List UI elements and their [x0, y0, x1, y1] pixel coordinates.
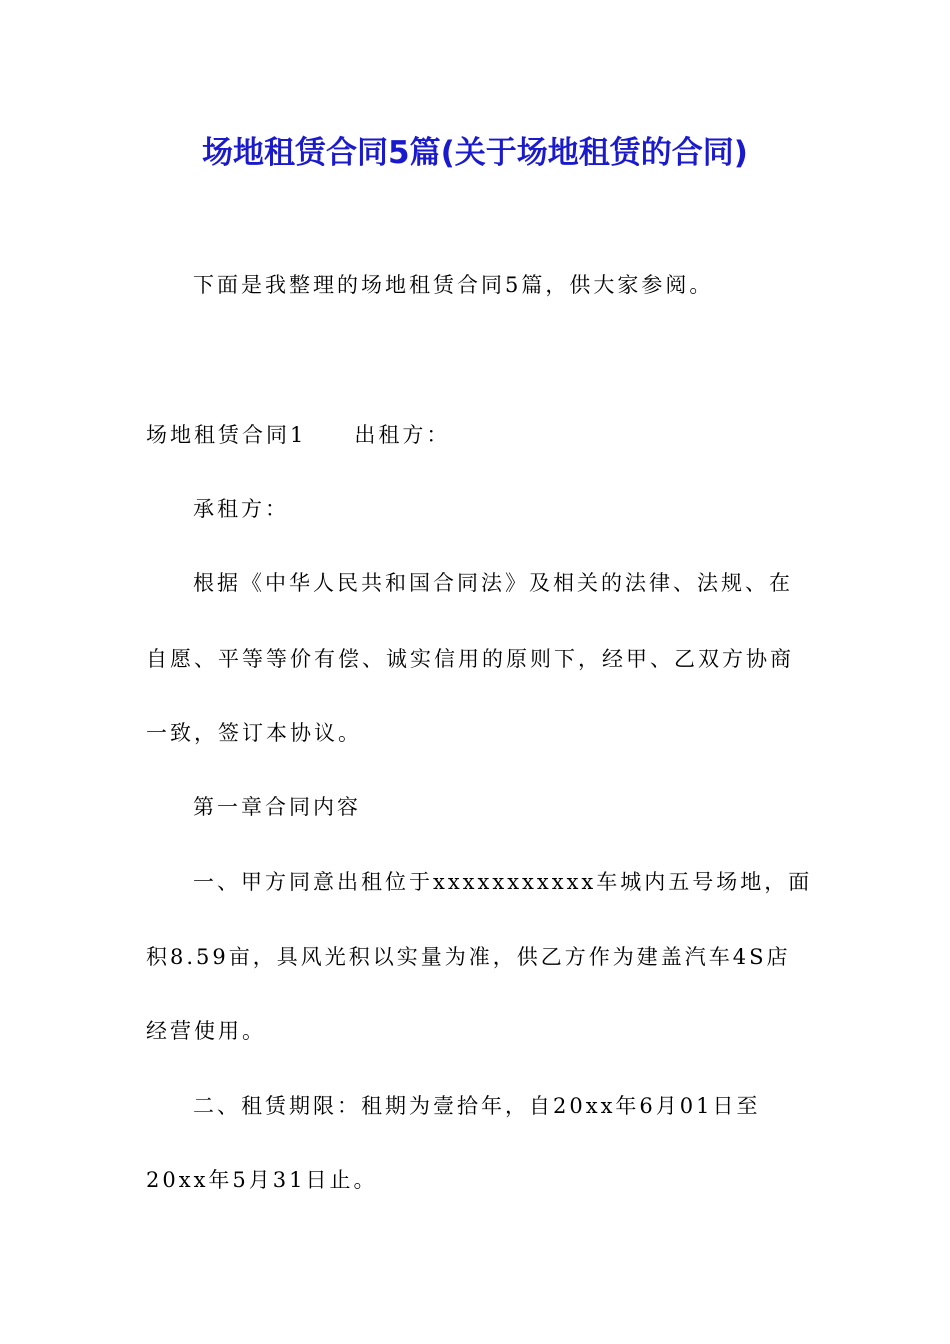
basis-paragraph-line-3: 一致，签订本协议。 [146, 721, 362, 745]
intro-paragraph: 下面是我整理的场地租赁合同5篇，供大家参阅。 [193, 273, 714, 297]
basis-paragraph-line-1: 根据《中华人民共和国合同法》及相关的法律、法规、在 [193, 571, 793, 595]
contract-heading-line [146, 420, 816, 450]
basis-paragraph-line-2: 自愿、平等等价有偿、诚实信用的原则下，经甲、乙双方协商 [146, 647, 794, 671]
chapter-1-heading: 第一章合同内容 [193, 795, 361, 819]
clause-2-line-1: 二、租赁期限：租期为壹拾年，自20xx年6月01日至 [193, 1094, 761, 1118]
clause-2-line-2: 20xx年5月31日止。 [146, 1168, 378, 1192]
document-title: 场地租赁合同5篇(关于场地租赁的合同) [202, 135, 748, 171]
lessee-label: 承租方： [193, 497, 289, 521]
lessor-label: 出租方： [354, 423, 451, 447]
contract-1-heading: 场地租赁合同1 [146, 423, 307, 447]
clause-1-line-2: 积8.59亩，具风光积以实量为准，供乙方作为建盖汽车4S店 [146, 945, 791, 969]
clause-1-line-1: 一、甲方同意出租位于xxxxxxxxxxx车城内五号场地，面 [193, 870, 813, 894]
clause-1-line-3: 经营使用。 [146, 1019, 266, 1043]
